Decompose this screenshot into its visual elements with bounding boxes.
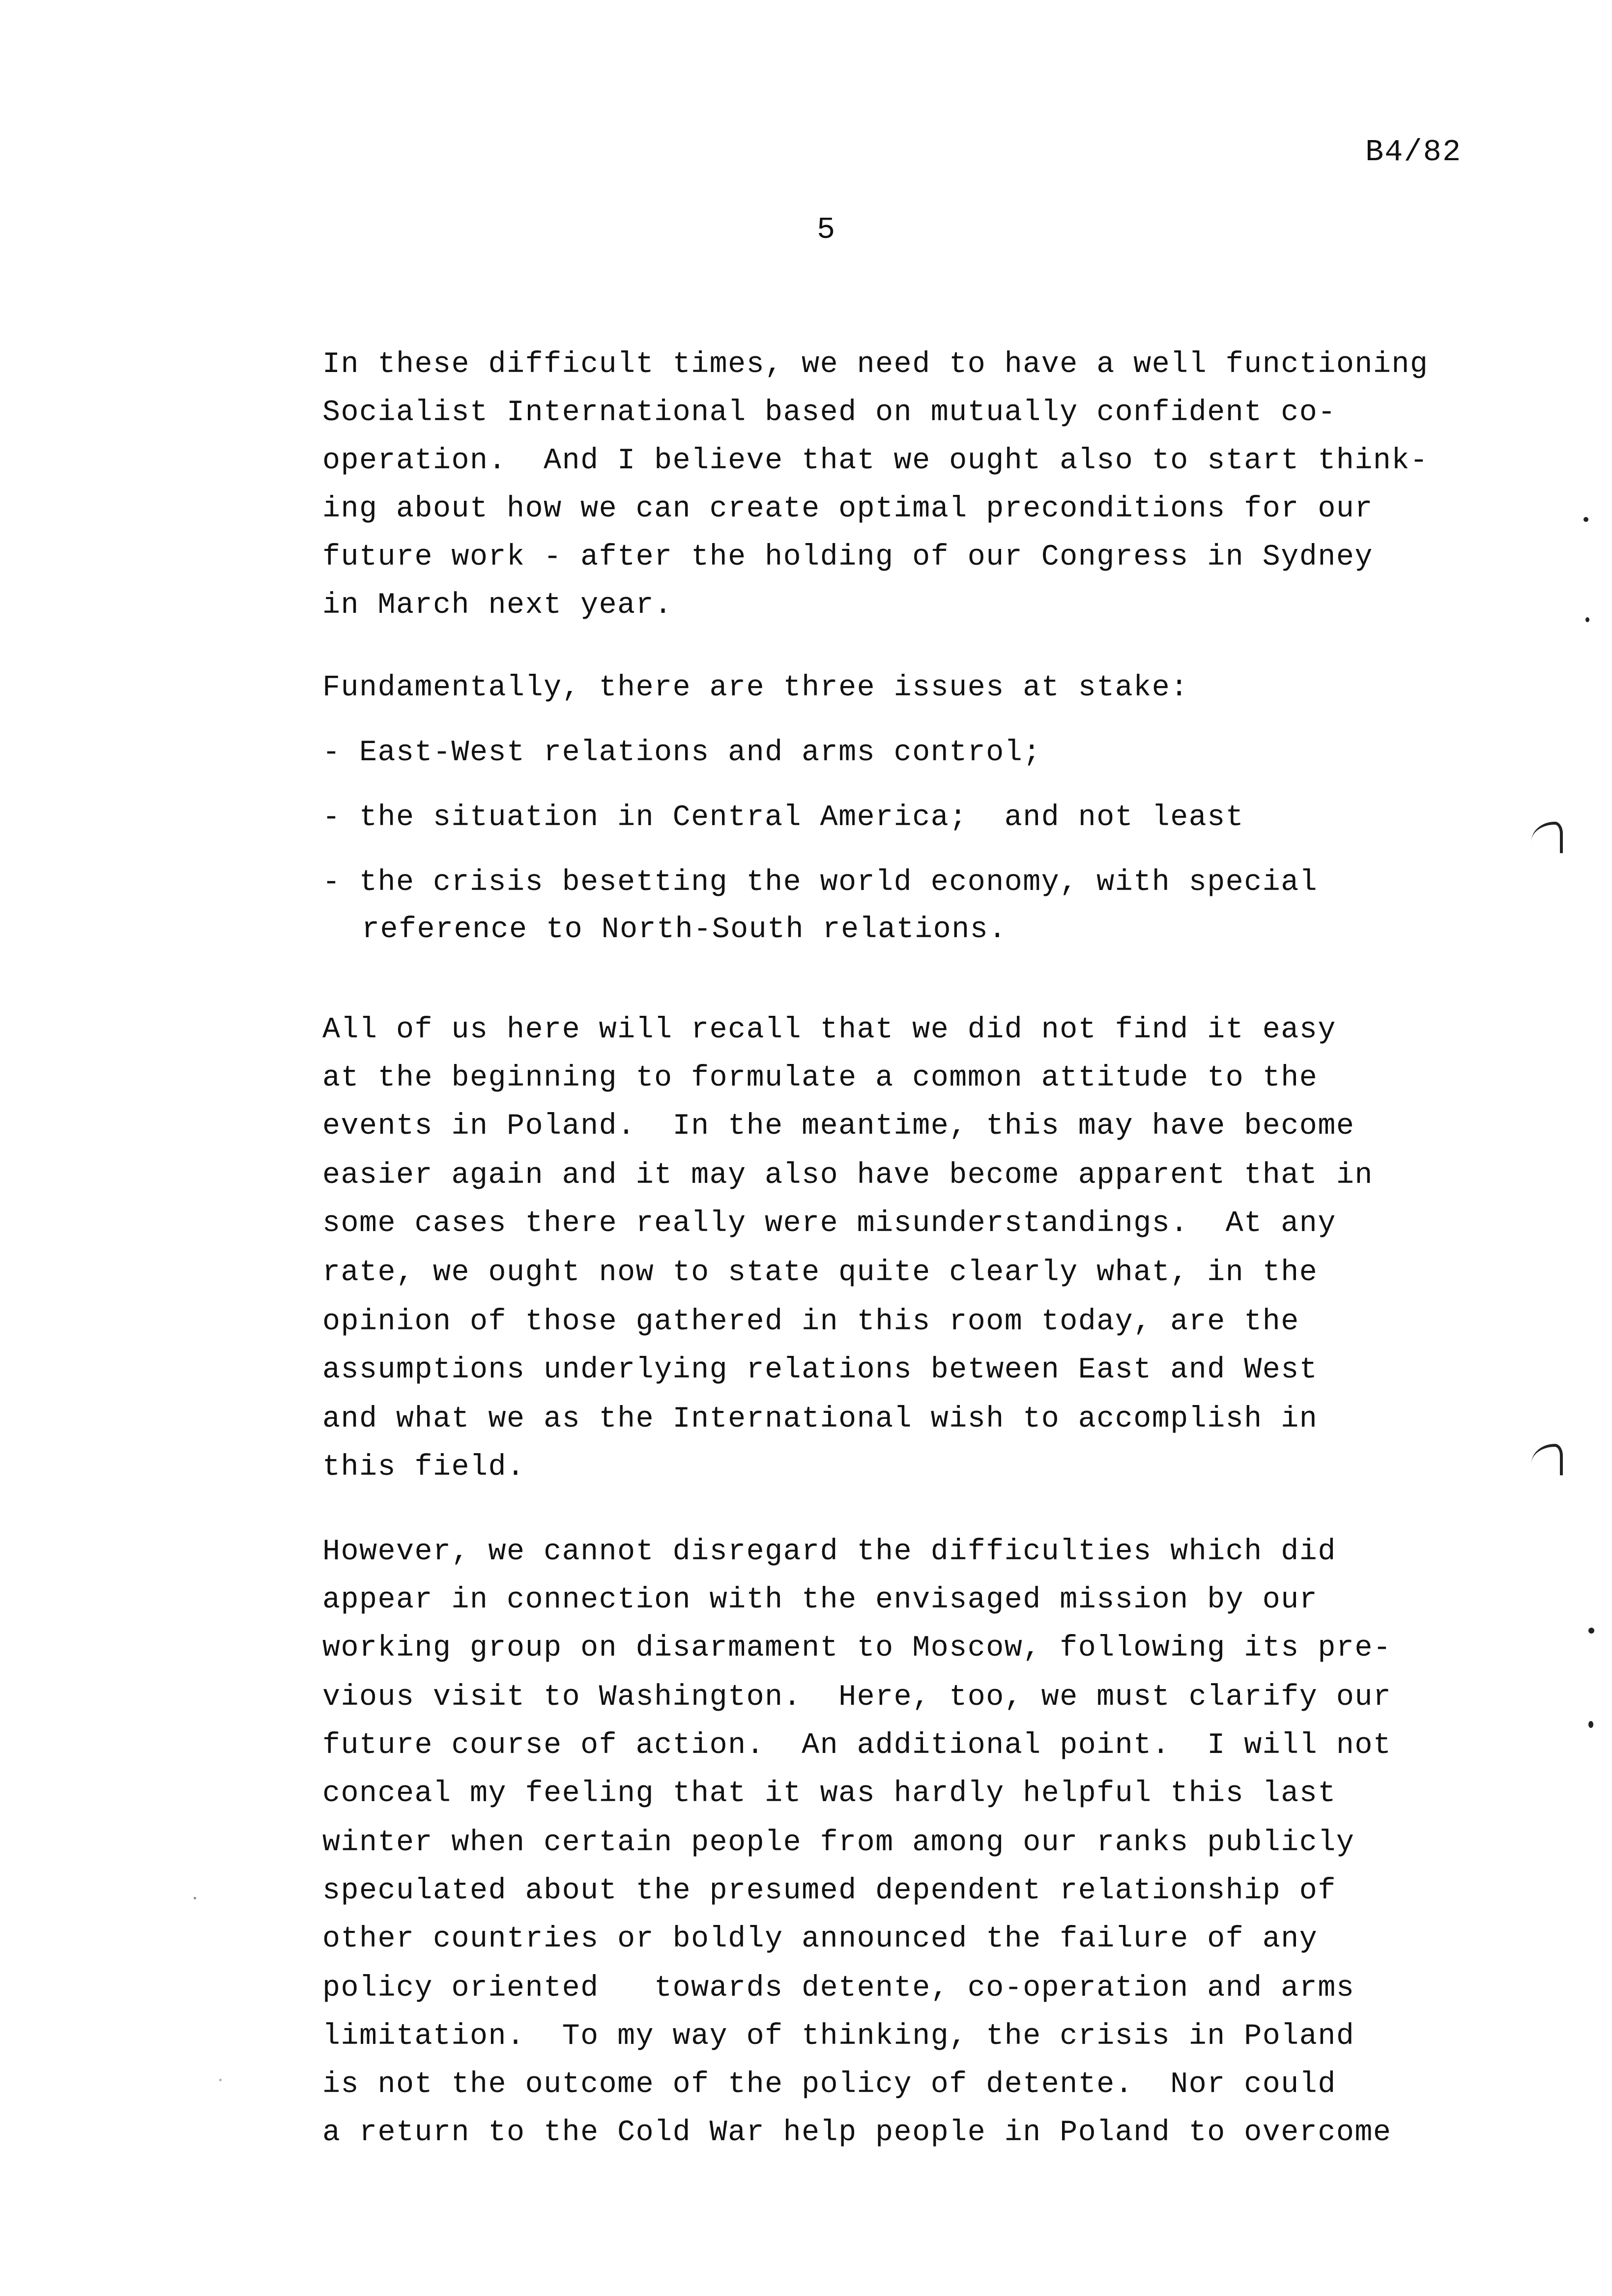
body-line: working group on disarmament to Moscow, following its pre-: [322, 1632, 1392, 1665]
body-line: future course of action. An additional point. I will not: [322, 1729, 1392, 1762]
body-line: rate, we ought now to state quite clearly what, in the: [322, 1256, 1318, 1290]
margin-arc-mark: [1531, 1444, 1563, 1475]
body-line: winter when certain people from among our ranks publicly: [322, 1826, 1355, 1860]
list-item: - the situation in Central America; and not least: [322, 801, 1244, 834]
scan-speck: [1585, 617, 1589, 622]
body-line: assumptions underlying relations between East and West: [322, 1353, 1318, 1387]
body-line: vious visit to Washington. Here, too, we must clarify our: [322, 1681, 1392, 1714]
scan-speck: [1583, 517, 1588, 522]
body-line: Fundamentally, there are three issues at stake:: [322, 671, 1189, 705]
body-line: some cases there really were misunderstandings. At any: [322, 1207, 1336, 1240]
scan-speck: [1588, 1628, 1594, 1634]
body-line: is not the outcome of the policy of detente. Nor could: [322, 2068, 1336, 2101]
body-line: operation. And I believe that we ought also to start think-: [322, 444, 1429, 478]
body-line: In these difficult times, we need to have a well functioning: [322, 348, 1429, 381]
body-line: However, we cannot disregard the difficulties which did: [322, 1535, 1336, 1569]
body-line: future work - after the holding of our Congress in Sydney: [322, 541, 1373, 574]
page-number: 5: [817, 212, 835, 247]
body-line: easier again and it may also have become apparent that in: [322, 1159, 1373, 1192]
body-line: speculated about the presumed dependent relationship of: [322, 1874, 1336, 1908]
margin-arc-mark: [1531, 822, 1563, 853]
body-line: policy oriented towards detente, co-operation and arms: [322, 1972, 1355, 2005]
document-reference: B4/82: [1365, 135, 1462, 170]
body-line: opinion of those gathered in this room today, are the: [322, 1305, 1299, 1339]
body-line: at the beginning to formulate a common attitude to the: [322, 1062, 1318, 1095]
scan-speck: [194, 1897, 196, 1899]
list-item: - the crisis besetting the world economy, with special: [322, 866, 1318, 899]
body-line: limitation. To my way of thinking, the crisis in Poland: [322, 2020, 1355, 2053]
body-line: a return to the Cold War help people in Poland to overcome: [322, 2116, 1392, 2150]
scan-speck: [1588, 1721, 1593, 1728]
scan-speck: [219, 2079, 222, 2081]
list-item-continuation: reference to North-South relations.: [362, 913, 1007, 947]
body-line: and what we as the International wish to accomplish in: [322, 1403, 1318, 1436]
body-line: Socialist International based on mutually confident co-: [322, 396, 1336, 430]
body-line: in March next year.: [322, 589, 673, 622]
body-line: conceal my feeling that it was hardly helpful this last: [322, 1777, 1336, 1810]
body-line: All of us here will recall that we did not find it easy: [322, 1013, 1336, 1047]
body-line: ing about how we can create optimal preconditions for our: [322, 492, 1373, 526]
body-line: appear in connection with the envisaged mission by our: [322, 1583, 1318, 1617]
body-line: this field.: [322, 1451, 525, 1484]
body-line: other countries or boldly announced the failure of any: [322, 1923, 1318, 1956]
list-item: - East-West relations and arms control;: [322, 736, 1041, 770]
body-line: events in Poland. In the meantime, this may have become: [322, 1110, 1355, 1143]
